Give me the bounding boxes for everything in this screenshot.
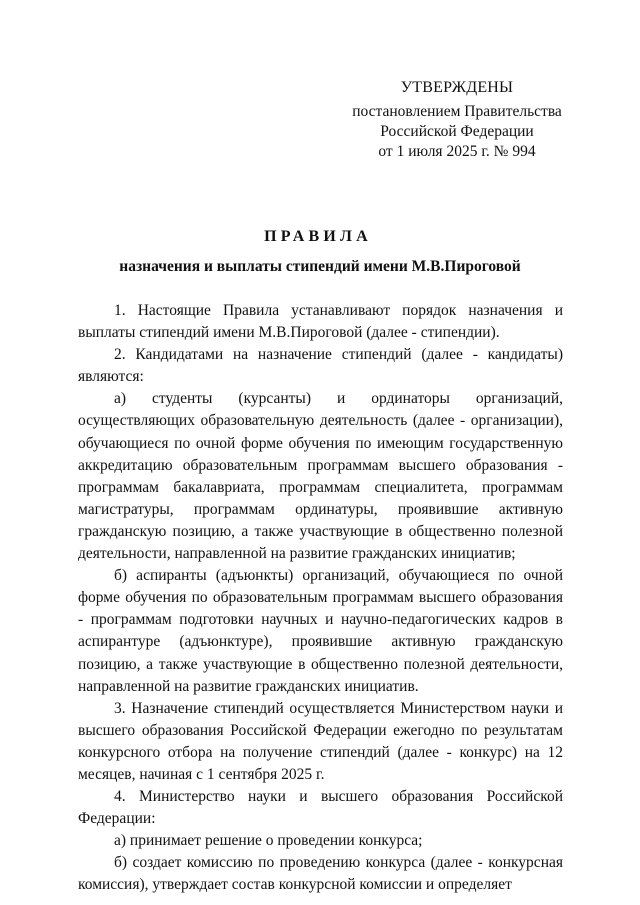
- paragraph-2a: а) студенты (курсанты) и ординаторы организаций, осуществляющих образовательную деятельность (далее - организации), обучающиеся по очной форме обучения по имеющим государственную аккредитацию образовательным программам высшего образования - программам бакалавриата, программам специалитета, программам магистратуры, программам ординатуры, проявившие активную гражданскую позицию, а также участвующие в общественно полезной деятельности, направленной на развитие гражданских инициатив;: [78, 390, 563, 563]
- paragraph-2: 2. Кандидатами на назначение стипендий (далее - кандидаты) являются:: [78, 346, 563, 386]
- document-subtitle: назначения и выплаты стипендий имени М.В.Пироговой: [119, 258, 521, 275]
- paragraph-1: 1. Настоящие Правила устанавливают порядок назначения и выплаты стипендий имени М.В.Пироговой (далее - стипендии).: [78, 302, 563, 342]
- paragraph-2b: б) аспиранты (адъюнкты) организаций, обучающиеся по очной форме обучения по образовательным программам высшего образования - программам подготовки научных и научно-педагогических кадров в аспирантуре (адъюнктуре), проявившие активную гражданскую позицию, а также участвующие в общественно полезной деятельности, направленной на развитие гражданских инициатив.: [78, 567, 563, 695]
- title-block: [0, 227, 640, 277]
- paragraph-4: 4. Министерство науки и высшего образования Российской Федерации:: [78, 788, 563, 828]
- approval-heading: УТВЕРЖДЕНЫ: [400, 79, 514, 96]
- approval-line-3: от 1 июля 2025 г. № 994: [378, 143, 536, 160]
- paragraph-3: 3. Назначение стипендий осуществляется Министерством науки и высшего образования Российской Федерации ежегодно по результатам конкурсного отбора на получение стипендий (далее - конкурс) на 12 месяцев, начиная с 1 сентября 2025 г.: [78, 699, 563, 783]
- paragraph-4a: а) принимает решение о проведении конкурса;: [114, 832, 423, 850]
- document-body: [78, 300, 563, 897]
- approval-line-1: постановлением Правительства: [352, 103, 562, 120]
- paragraph-4b: б) создает комиссию по проведению конкурса (далее - конкурсная комиссия), утверждает состав конкурсной комиссии и определяет: [78, 854, 563, 894]
- document-title: ПРАВИЛА: [264, 228, 372, 245]
- approval-stamp: [340, 78, 574, 162]
- approval-line-2: Российской Федерации: [380, 123, 534, 140]
